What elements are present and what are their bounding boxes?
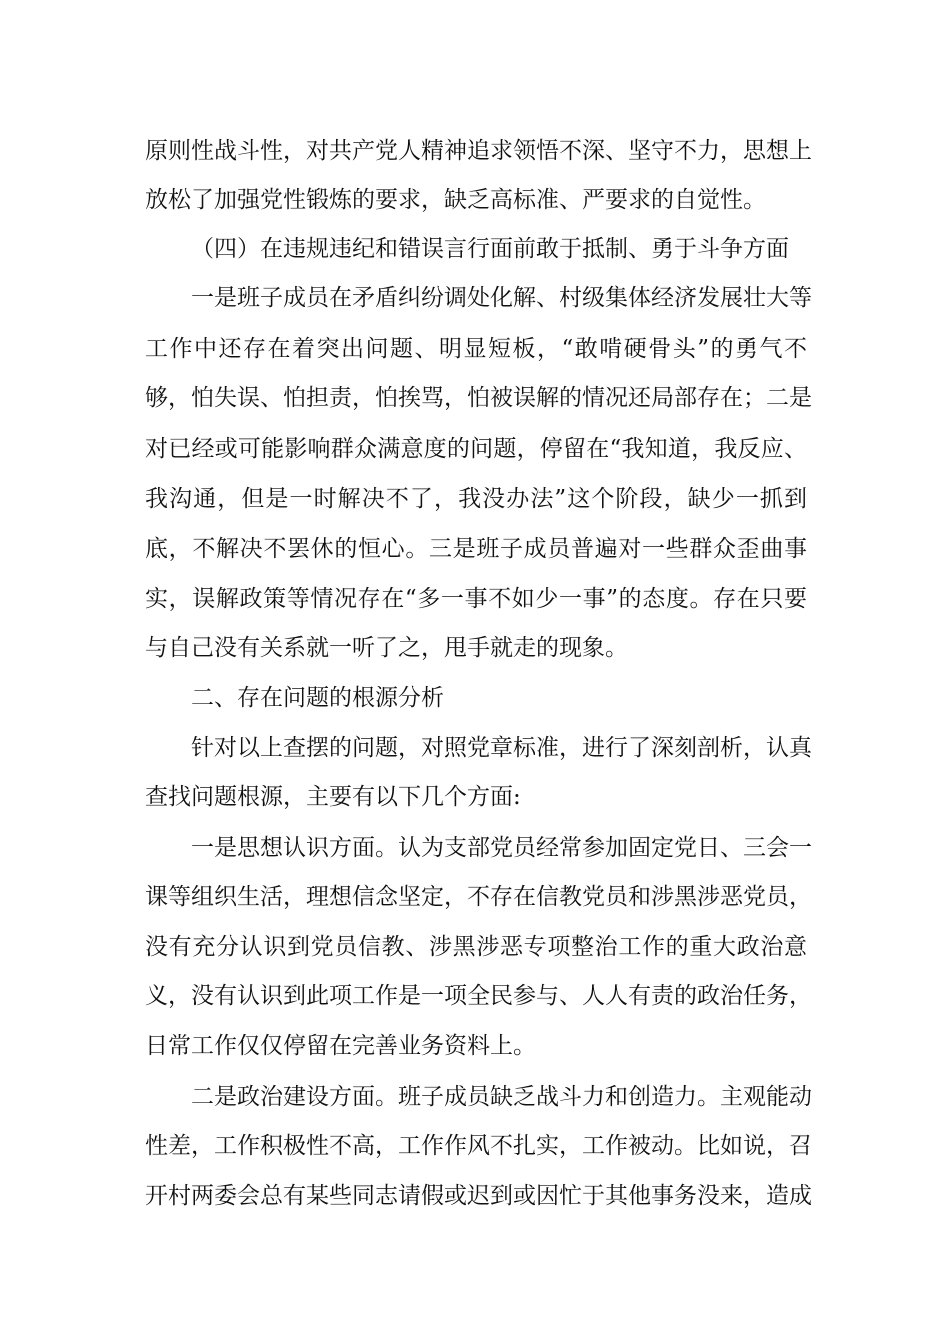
text-line-5: 工作中还存在着突出问题、明显短板，“敢啃硬骨头”的勇气不: [145, 336, 807, 362]
text-line-10: 实，误解政策等情况存在“多一事不如少一事”的态度。存在只要: [145, 586, 807, 612]
text-line-7: 对已经或可能影响群众满意度的问题，停留在“我知道，我反应、: [145, 436, 807, 462]
text-line-18: 义，没有认识到此项工作是一项全民参与、人人有责的政治任务，: [145, 983, 812, 1009]
text-line-4: 一是班子成员在矛盾纠纷调处化解、村级集体经济发展壮大等: [191, 285, 812, 311]
text-line-19: 日常工作仅仅停留在完善业务资料上。: [145, 1033, 536, 1059]
text-line-16: 课等组织生活，理想信念坚定，不存在信教党员和涉黑涉恶党员，: [145, 884, 812, 910]
text-line-11: 与自己没有关系就一听了之，甩手就走的现象。: [145, 635, 628, 661]
text-line-17: 没有充分认识到党员信教、涉黑涉恶专项整治工作的重大政治意: [145, 934, 807, 960]
section-heading-4: （四）在违规违纪和错误言行面前敢于抵制、勇于斗争方面: [191, 236, 789, 262]
section-heading-2: 二、存在问题的根源分析: [191, 685, 444, 711]
text-line-15: 一是思想认识方面。认为支部党员经常参加固定党日、三会一: [191, 835, 812, 861]
text-line-1: 原则性战斗性，对共产党人精神追求领悟不深、坚守不力，思想上: [145, 138, 812, 164]
text-line-14: 查找问题根源，主要有以下几个方面:: [145, 784, 521, 810]
text-line-22: 开村两委会总有某些同志请假或迟到或因忙于其他事务没来，造成: [145, 1183, 812, 1209]
text-line-20: 二是政治建设方面。班子成员缺乏战斗力和创造力。主观能动: [191, 1084, 812, 1110]
text-line-9: 底，不解决不罢休的恒心。三是班子成员普遍对一些群众歪曲事: [145, 536, 807, 562]
text-line-13: 针对以上查摆的问题，对照党章标准，进行了深刻剖析，认真: [191, 735, 812, 761]
text-line-6: 够，怕失误、怕担责，怕挨骂，怕被误解的情况还局部存在；二是: [145, 385, 812, 411]
text-line-8: 我沟通，但是一时解决不了，我没办法”这个阶段，缺少一抓到: [145, 486, 807, 512]
text-line-2: 放松了加强党性锻炼的要求，缺乏高标准、严要求的自觉性。: [145, 187, 766, 213]
text-line-21: 性差，工作积极性不高，工作作风不扎实，工作被动。比如说，召: [145, 1133, 812, 1159]
